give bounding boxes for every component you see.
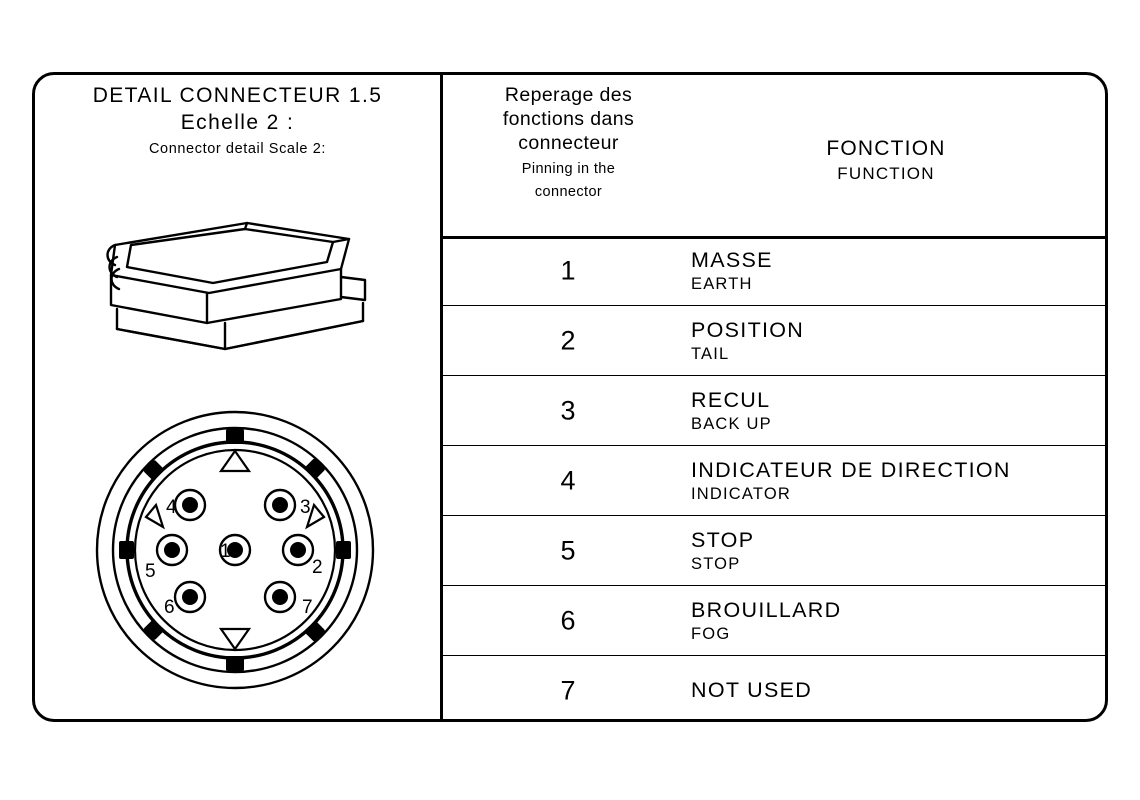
row-pin-number: 7: [560, 675, 577, 706]
face-pin-label-7: 7: [302, 597, 313, 618]
row-function-fr: NOT USED: [691, 678, 813, 702]
row-function-fr: POSITION: [691, 317, 805, 342]
row-pin-number: 1: [560, 255, 577, 285]
face-pin-label-1: 1: [220, 541, 231, 562]
header-pin-fr-1: Reperage des: [504, 84, 633, 106]
header-pin-fr-2: fonctions dans: [502, 108, 635, 130]
pin-function-table: [443, 75, 1105, 719]
row-pin-number: 4: [560, 465, 577, 495]
row-pin-number: 2: [560, 325, 577, 355]
table-row: [443, 586, 1105, 656]
table-row: [443, 306, 1105, 376]
table-header-function: [686, 137, 1086, 184]
header-function-en: FUNCTION: [837, 164, 935, 183]
header-pin-en-1: Pinning in the: [521, 161, 616, 177]
row-pin-number: 5: [560, 535, 577, 565]
row-function: [691, 458, 1101, 504]
row-function: [691, 388, 1101, 434]
row-function-fr: MASSE: [691, 247, 773, 272]
row-function-fr: STOP: [691, 527, 755, 552]
connector-3d-view-icon: [97, 217, 387, 352]
row-pin-number: 6: [560, 605, 577, 635]
table-row: [443, 516, 1105, 586]
row-function-en: BACK UP: [691, 414, 772, 433]
connector-detail-title-fr-1: DETAIL CONNECTEUR 1.5: [92, 84, 383, 107]
row-function-en: TAIL: [691, 344, 730, 363]
table-row: [443, 446, 1105, 516]
row-function-fr: INDICATEUR DE DIRECTION: [691, 457, 1011, 482]
row-function: [691, 248, 1101, 294]
row-function: [691, 678, 1101, 704]
header-function-fr: FONCTION: [826, 137, 946, 160]
row-function: [691, 318, 1101, 364]
connector-front-face-icon: [90, 405, 380, 695]
table-row: [443, 376, 1105, 446]
connector-detail-pane: [35, 75, 440, 719]
table-row: [443, 656, 1105, 726]
connector-detail-title-en: Connector detail Scale 2:: [148, 141, 326, 157]
table-header-pinning: [451, 83, 686, 201]
row-function-en: FOG: [691, 624, 731, 643]
row-pin-number: 3: [560, 395, 577, 425]
face-pin-label-4: 4: [166, 497, 177, 518]
row-function-en: STOP: [691, 554, 741, 573]
row-function-en: EARTH: [691, 274, 753, 293]
header-pin-en-2: connector: [534, 184, 603, 200]
face-pin-label-3: 3: [300, 497, 311, 518]
row-function-en: INDICATOR: [691, 484, 792, 503]
connector-detail-title-fr-2: Echelle 2 :: [180, 111, 295, 134]
row-function: [691, 598, 1101, 644]
face-pin-label-6: 6: [164, 597, 175, 618]
table-row: [443, 236, 1105, 306]
header-pin-fr-3: connecteur: [518, 132, 619, 154]
face-pin-label-2: 2: [312, 557, 323, 578]
row-function: [691, 528, 1101, 574]
row-function-fr: RECUL: [691, 387, 771, 412]
row-function-fr: BROUILLARD: [691, 597, 842, 622]
face-pin-label-5: 5: [145, 561, 156, 582]
